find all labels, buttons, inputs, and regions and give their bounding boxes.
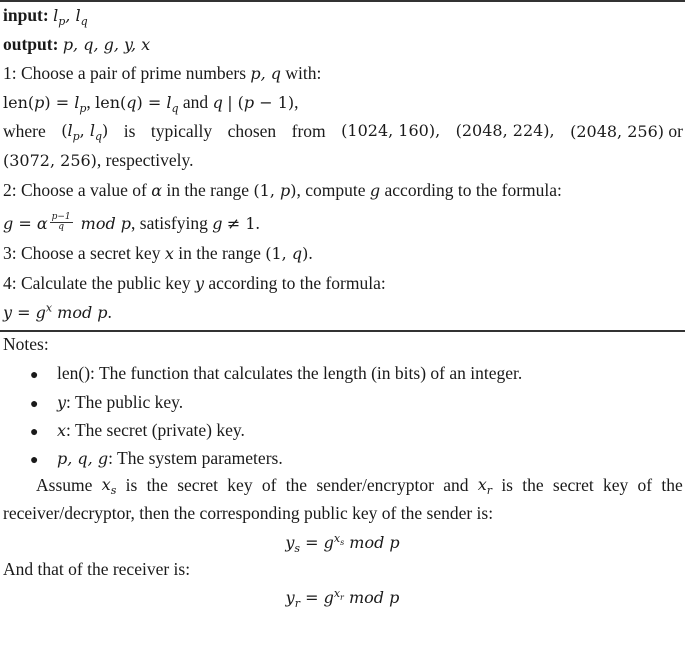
equation-receiver: $y_r = g^{x_r}$ mod p: [285, 586, 400, 611]
para1-line1: Assume $x_s$ is the secret key of the sender/encryptor and $x_r$ is the secret key of the: [36, 475, 683, 498]
step3-line: 3: Choose a secret key x in the range (1, q).: [3, 243, 313, 263]
step1-line2: $len(p) = l_p$, $len(q) = l_q$ and q | (p − 1),: [3, 92, 299, 116]
step1-line3: where ($l_p$, $l_q$) is typically chosen from (1024, 160), (2048, 224), (2048, 256) or: [3, 121, 683, 144]
input-label: input:: [3, 5, 49, 25]
bullet-icon: ●: [30, 425, 39, 440]
separator-rule: [0, 330, 685, 332]
bullet-icon: ●: [30, 368, 39, 383]
notes-title: Notes:: [3, 334, 49, 354]
para2: And that of the receiver is:: [3, 559, 191, 579]
output-label: output:: [3, 34, 59, 54]
note-bullet-len: ● len(): The function that calculates the length (in bits) of an integer.: [30, 363, 522, 386]
top-rule: [0, 0, 685, 2]
output-line: [3, 34, 150, 55]
equation-sender: $y_s = g^{x_s}$ mod p: [285, 531, 400, 556]
note-bullet-params: ● p, q, g: The system parameters.: [30, 448, 283, 471]
step4-formula: $y = g^x$ mod p.: [3, 301, 112, 322]
para1-line2: receiver/decryptor, then the corresponding public key of the sender is:: [3, 503, 494, 523]
step2-formula: g = α $\frac{p-1}{q}$ mod p, satisfying g ≠ 1.: [3, 212, 260, 233]
note-bullet-x: ● x: The secret (private) key.: [30, 420, 245, 443]
input-value: $l_p$, $l_q$: [53, 6, 88, 29]
step4-line1: 4: Calculate the public key y according to the formula:: [3, 273, 386, 293]
step1-line1: 1: Choose a pair of prime numbers p, q with:: [3, 63, 322, 83]
step2-line1: 2: Choose a value of α in the range (1, p), compute g according to the formula:: [3, 180, 562, 200]
bullet-icon: ●: [30, 453, 39, 468]
output-value: p, q, g, y, x: [62, 35, 151, 54]
note-bullet-y: ● y: The public key.: [30, 392, 183, 415]
bullet-icon: ●: [30, 397, 39, 412]
input-line: [3, 5, 88, 29]
step1-line4: (3072, 256), respectively.: [3, 150, 194, 170]
